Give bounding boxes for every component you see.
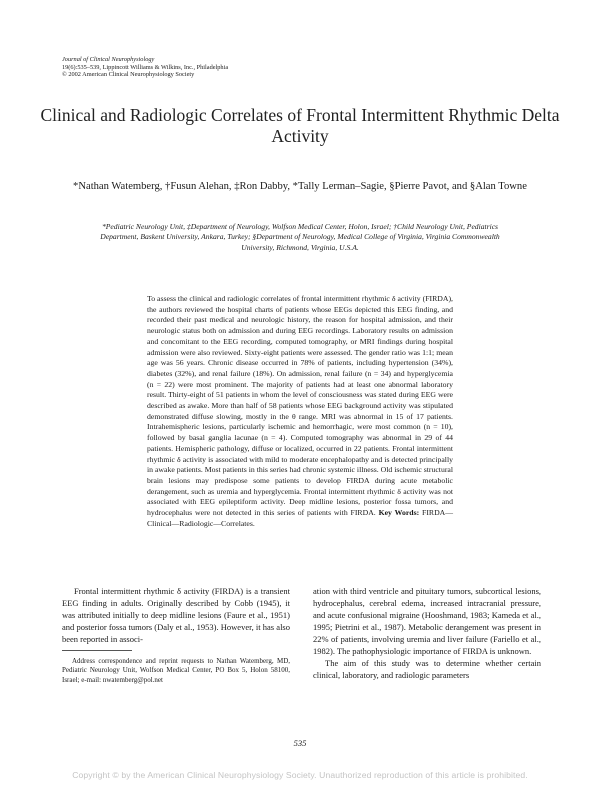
keywords: FIRDA—Clinical—Radiologic—Correlates. [147,508,454,528]
author-affiliations: *Pediatric Neurology Unit, ‡Department of Neurology, Wolfson Medical Center, Holon, Israel; †Child Neurology Unit, Pediatrics Department, Baskent University, Ankara, Turkey; §Department of Neurology, Medical College of Virginia, Virginia Commonwealth University, Richmond, Virginia, U.S.A. [100,222,500,252]
journal-copyright: © 2002 American Clinical Neurophysiology Society [62,71,195,79]
page-number: 535 [293,738,307,748]
journal-name: Journal of Clinical Neurophysiology [62,56,155,63]
author-list: *Nathan Watemberg, †Fusun Alehan, ‡Ron Dabby, *Tally Lerman–Sagie, §Pierre Pavot, and §Alan Towne [73,181,527,192]
journal-header [62,56,322,79]
aim-paragraph: The aim of this study was to determine whether certain clinical, laboratory, and radiologic parameters [313,658,541,680]
correspondence-footnote: Address correspondence and reprint requests to Nathan Watemberg, MD, Pediatric Neurology Unit, Wolfson Medical Center, PO Box 5, Holon 58100, Israel; e-mail: nwatemberg@pol.net [62,657,290,684]
intro-paragraph-continued: ation with third ventricle and pituitary tumors, subcortical lesions, hydrocephalus, cerebral edema, increased intracranial pressure, and acute confusional migraine (Hooshmand, 1983; Kameda et al., 1995; Pietrini et al., 1987). Metabolic derangement was present in 22% of patients, involving uremia and liver failure (Fariello et al., 1982). The pathophysiologic importance of FIRDA is unknown. [313,586,541,656]
intro-paragraph: Frontal intermittent rhythmic δ activity (FIRDA) is a transient EEG finding in adults. Originally described by Cobb (1945), it was attributed initially to deep midline lesions (Faure et al., 1951) and posterior fossa tumors (Daly et al., 1953). However, it has also been reported in associ- [62,586,290,644]
article-title: Clinical and Radiologic Correlates of Frontal Intermittent Rhythmic Delta Activity [40,105,560,146]
footnote-divider [62,650,132,651]
body-column-left [62,585,290,645]
keywords-label: Key Words: [378,508,420,518]
abstract-body: To assess the clinical and radiologic correlates of frontal intermittent rhythmic δ activity (FIRDA), the authors reviewed the hospital charts of patients whose EEGs depicted this EEG finding, and recorded their past medical and neurologic history, the reason for hospital admission, and their neurologic status both on admission and during EEG recordings. Laboratory results on admission and concomitant to the EEG recording, computed tomography, or MRI findings during hospital admission were also reviewed. Sixty-eight patients were assessed. The gender ratio was 1:1; mean age was 56 years. Chronic disease occurred in 78% of patients, including hypertension (34%), diabetes (32%), and renal failure (18%). On admission, renal failure (n = 34) and hyperglycemia (n = 22) were most prominent. The majority of patients had at least one abnormal laboratory result. Thirty-eight of 51 patients in whom the level of consciousness was stated during EEG were described as awake. More than half of 58 patients whose EEG background activity was stipulated demonstrated diffuse slowing, mostly in the θ range. MRI was abnormal in 15 of 17 patients. Intrahemispheric lesions, particularly ischemic and hemorrhagic, were most common (n = 10), followed by basal ganglia lacunae (n = 4). Computed tomography was abnormal in 29 of 44 patients. Hemispheric pathology, diffuse or localized, occurred in 22 patients. Frontal intermittent rhythmic δ activity is associated with mild to moderate encephalopathy and is detected principally in awake patients. Most patients in this series had chronic systemic illness. Old ischemic structural brain lesions may predispose some patients to develop FIRDA during acute metabolic derangement, such as uremia and hyperglycemia. Frontal intermittent rhythmic δ activity was not associated with EEG epileptiform activity. Deep midline lesions, posterior fossa tumors, and hydrocephalus were not detected in this series of patients with FIRDA. [147,294,453,518]
copyright-watermark: Copyright © by the American Clinical Neurophysiology Society. Unauthorized reproduction of this article is prohibited. [72,770,528,780]
abstract [147,294,453,529]
journal-citation: 19(6):535–539, Lippincott Williams & Wilkins, Inc., Philadelphia [62,63,229,71]
body-column-right [313,585,541,681]
